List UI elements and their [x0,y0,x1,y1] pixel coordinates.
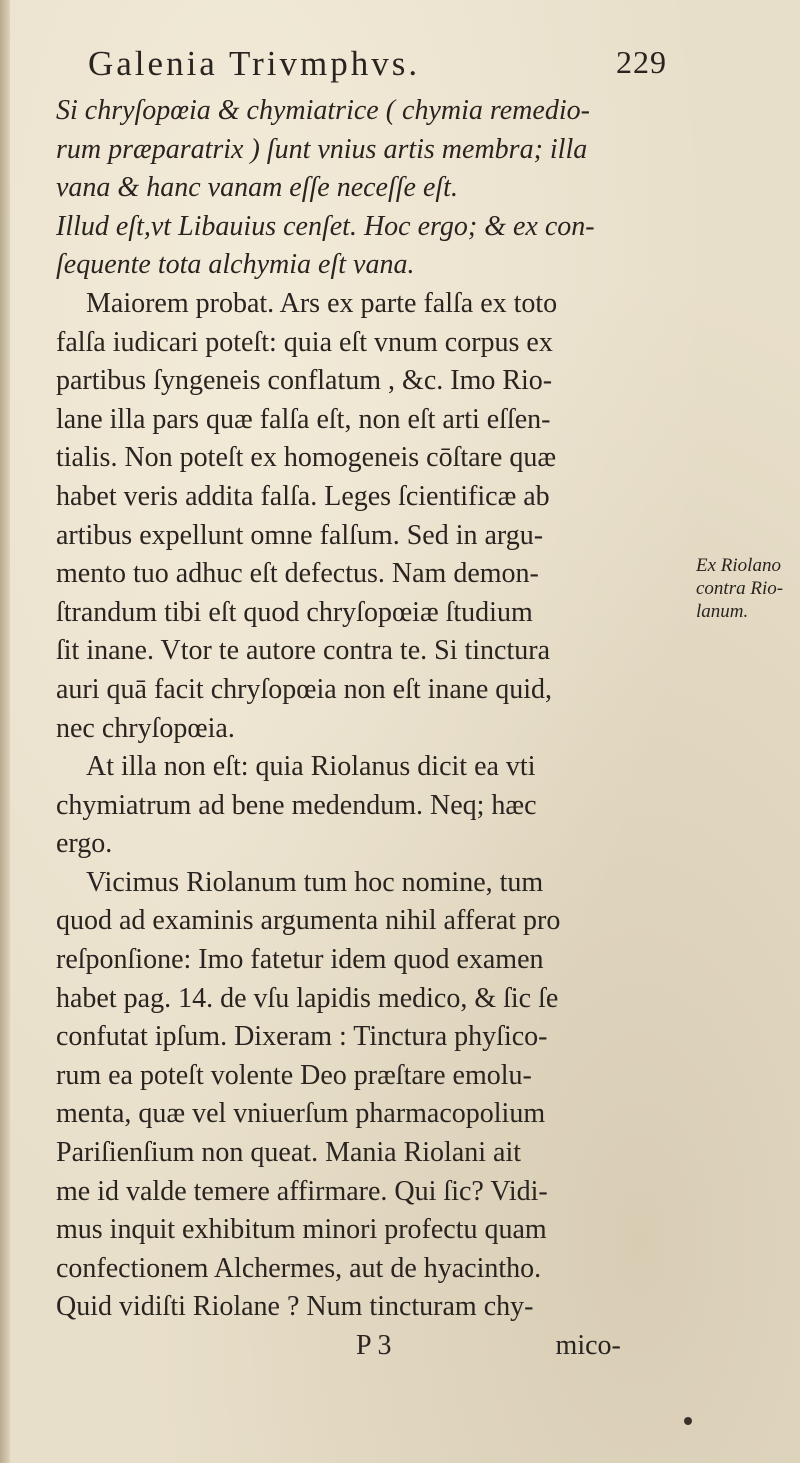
text-line: vana & hanc vanam eſſe neceſſe eſt. [56,172,458,204]
text-line: ſtrandum tibi eſt quod chryſopœiæ ſtudium [56,596,533,628]
page-number: 229 [616,44,667,80]
running-head [88,44,688,88]
text-line: Maiorem probat. Ars ex parte falſa ex toto [86,287,558,319]
signature-mark: P 3 [356,1330,392,1361]
text-line: rum ea poteſt volente Deo præſtare emolu- [56,1059,532,1091]
signature-line [56,1327,676,1366]
text-line: artibus expellunt omne falſum. Sed in argu- [56,519,544,551]
body-text [56,92,676,1366]
running-head-title: Galenia Trivmphvs. [88,44,421,83]
text-line: partibus ſyngeneis conflatum , &c. Imo Rio- [56,365,553,397]
text-line: ergo. [56,828,113,860]
text-line: reſponſione: Imo fatetur idem quod examen [56,944,544,976]
margin-note-line: Ex Riolano [696,555,781,576]
text-line: quod ad examinis argumenta nihil afferat pro [56,905,561,937]
text-line: confutat ipſum. Dixeram : Tinctura phyſico- [56,1021,548,1053]
text-line: nec chryſopœia. [56,712,235,744]
text-line: menta, quæ vel vniuerſum pharmacopolium [56,1098,546,1130]
text-line: ſit inane. Vtor te autore contra te. Si tinctura [56,635,550,667]
catchword: mico- [555,1330,621,1361]
ink-spot [684,1417,692,1425]
text-line: Si chryſopœia & chymiatrice ( chymia remedio- [56,95,590,126]
text-line: Quid vidiſti Riolane ? Num tincturam chy- [56,1291,534,1323]
text-line: chymiatrum ad bene medendum. Neq; hæc [56,789,537,821]
text-line: At illa non eſt: quia Riolanus dicit ea vti [86,751,536,783]
text-line: Illud eſt,vt Libauius cenſet. Hoc ergo; & ex con- [56,210,595,242]
text-line: habet pag. 14. de vſu lapidis medico, & ſic ſe [56,982,559,1014]
margin-note [696,554,796,623]
text-line: mento tuo adhuc eſt defectus. Nam demon- [56,558,539,590]
margin-note-line: lanum. [696,601,749,622]
text-line: auri quā facit chryſopœia non eſt inane quid, [56,673,553,705]
text-line: ſequente tota alchymia eſt vana. [56,249,415,281]
text-line: confectionem Alchermes, aut de hyacintho. [56,1252,542,1284]
text-line: habet veris addita falſa. Leges ſcientificæ ab [56,480,550,512]
margin-note-line: contra Rio- [696,578,784,599]
text-line: falſa iudicari poteſt: quia eſt vnum corpus ex [56,326,553,358]
text-line: lane illa pars quæ falſa eſt, non eſt arti eſſen- [56,403,551,435]
text-line: mus inquit exhibitum minori profectu quam [56,1214,547,1246]
text-line: tialis. Non poteſt ex homogeneis cōſtare quæ [56,442,557,474]
page-gutter-shadow [0,0,10,1463]
text-line: Vicimus Riolanum tum hoc nomine, tum [86,866,544,898]
text-line: me id valde temere affirmare. Qui ſic? Vidi- [56,1175,548,1207]
text-line: Pariſienſium non queat. Mania Riolani ait [56,1137,522,1169]
text-line: rum præparatrix ) ſunt vnius artis membra; illa [56,133,588,165]
